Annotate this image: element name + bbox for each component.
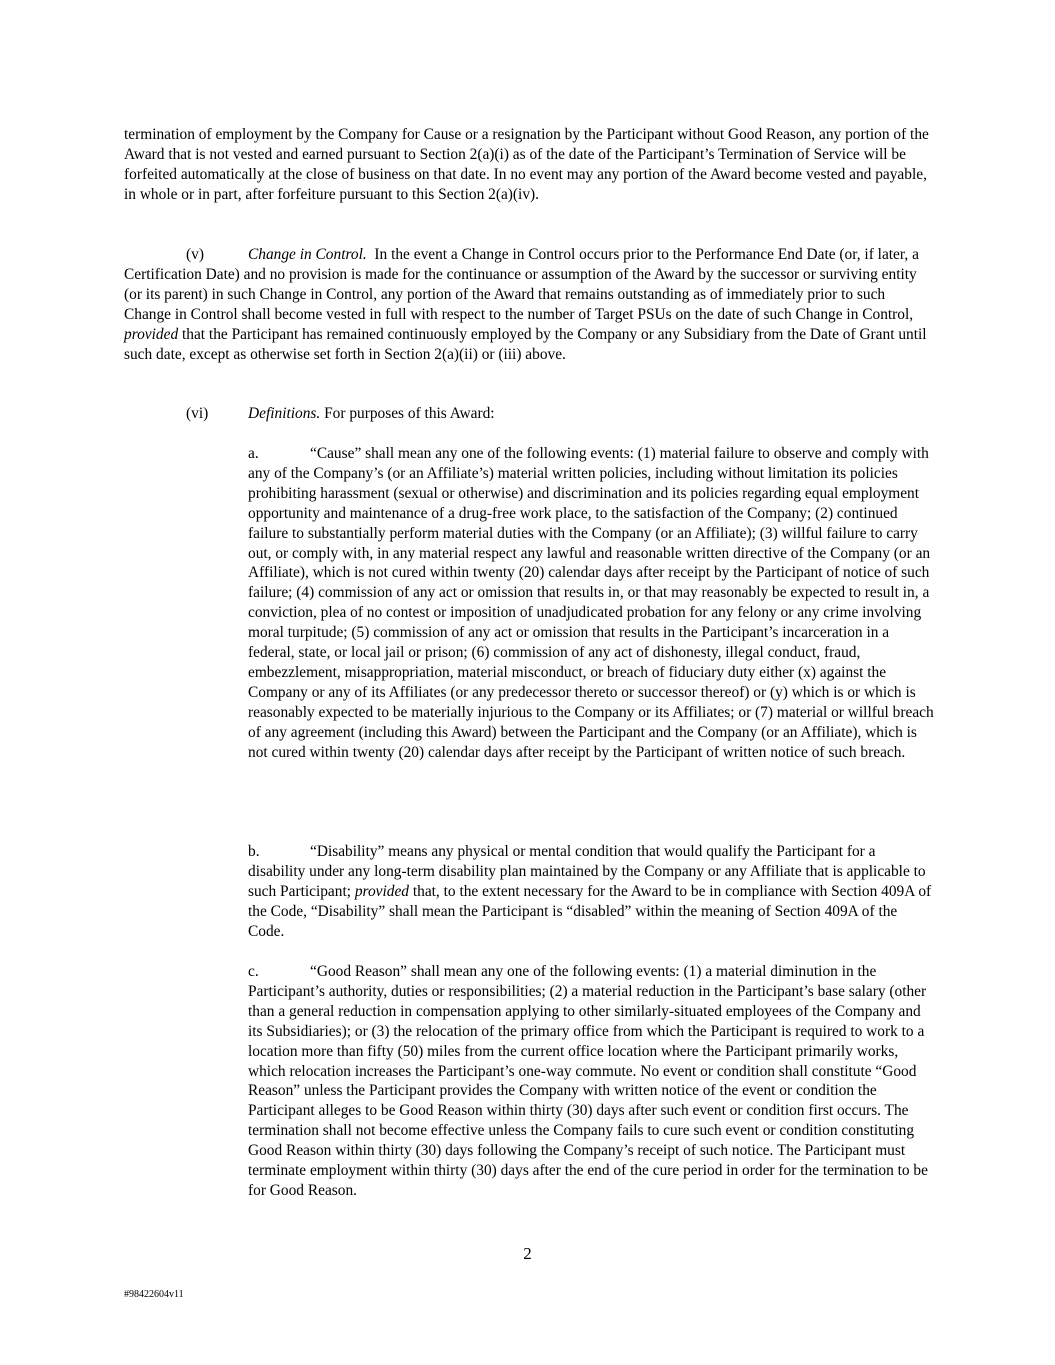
paragraph-continuation: termination of employment by the Company for Cause or a resignation by the Participant without Good Reason, any portion of the Award that is not vested and earned pursuant to Section 2(a)(i) as of the date of the Participant’s Termination of Service will be forfeited automatically at the close of business on that date. In no event may any portion of the Award become vested and payable, in whole or in part, after forfeiture pursuant to this Section 2(a)(iv). [124,126,929,203]
section-v-italic-word: provided [124,325,179,343]
definition-b-text-before: “Disability” means any physical or mental condition that would qualify the Participant for a disability under any long-term disability plan maintained by the Company or any Affiliate that is applicable to such Participant; [248,843,926,900]
section-v-text-after: that the Participant has remained continuously employed by the Company or any Subsidiary from the Date of Grant until such date, except as otherwise set forth in Section 2(a)(ii) or (iii) above. [124,325,927,363]
section-v-text-before: In the event a Change in Control occurs prior to the Performance End Date (or, if later, a Certification Date) and no provision is made for the continuance or assumption of the Award by the successor or surviving entity (or its parent) in such Change in Control, any portion of the Award that remains outstanding as of immediately prior to such Change in Control shall become vested in full with respect to the number of Target PSUs on the date of such Change in Control, [124,246,923,323]
section-vi-text: For purposes of this Award: [320,405,495,422]
definition-b-text-after: that, to the extent necessary for the Award to be in compliance with Section 409A of the Code, “Disability” shall mean the Participant is “disabled” within the meaning of Section 409A of the Code. [248,882,932,940]
definition-c-label: c. [248,963,259,980]
definition-cause [248,444,934,763]
definition-a-label: a. [248,445,259,462]
page-number: 2 [523,1244,532,1263]
section-vi-heading: Definitions. [248,405,321,422]
definition-c-text: “Good Reason” shall mean any one of the following events: (1) a material diminution in the Participant’s authority, duties or responsibilities; (2) a material reduction in the Participant’s base salary (other than a general reduction in compensation applying to other similarly-situated employees of the Company and its Subsidiaries); or (3) the relocation of the primary office from which the Participant is required to work to a location more than fifty (50) miles from the current office location where the Participant primarily works, which relocation increases the Participant’s one-way commute. No event or condition shall constitute “Good Reason” unless the Participant provides the Company with written notice of the event or condition the Participant alleges to be Good Reason within thirty (30) days after such event or condition first occurs. The termination shall not become effective unless the Company fails to cure such event or condition constituting Good Reason within thirty (30) days following the Company’s receipt of such notice. The Participant must terminate employment within thirty (30) days after the end of the cure period in order for the termination to be for Good Reason. [248,963,928,1199]
document-id: #98422604v11 [124,1289,184,1300]
definition-disability [248,842,934,942]
definition-a-text: “Cause” shall mean any one of the following events: (1) material failure to observe and comply with any of the Company’s (or an Affiliate’s) material written policies, including without limitation its policies prohibiting harassment (sexual or otherwise) and discrimination and its policies regarding equal employment opportunity and maintenance of a drug-free work place, to the satisfaction of the Company; (2) continued failure to substantially perform material duties with the Company (or an Affiliate); (3) willful failure to carry out, or comply with, in any material respect any lawful and reasonable written directive of the Company (or an Affiliate), which is not cured within twenty (20) calendar days after receipt by the Participant of notice of such failure; (4) commission of any act or omission that results in, or that may reasonably be expected to result in, a conviction, plea of no contest or imposition of unadjudicated probation for any felony or any crime involving moral turpitude; (5) commission of any act or omission that results in the Participant’s incarceration in a federal, state, or local jail or prison; (6) commission of any act of dishonesty, illegal conduct, fraud, embezzlement, misappropriation, material misconduct, or breach of fiduciary duty either (x) against the Company or any of its Affiliates (or any predecessor thereto or successor thereof) or (y) which is or which is reasonably expected to be materially injurious to the Company or its Affiliates; or (7) material or willful breach of any agreement (including this Award) between the Participant and the Company (or an Affiliate), which is not cured within twenty (20) calendar days after receipt by the Participant of written notice of such breach. [248,445,934,761]
section-v-change-in-control [124,245,934,364]
section-v-number: (v) [186,246,204,263]
definition-good-reason [248,962,934,1201]
section-vi-number: (vi) [186,405,209,422]
section-v-heading: Change in Control. [248,246,367,263]
definition-b-italic-word: provided [354,882,409,900]
definition-b-label: b. [248,843,260,860]
section-vi-definitions [124,404,934,424]
